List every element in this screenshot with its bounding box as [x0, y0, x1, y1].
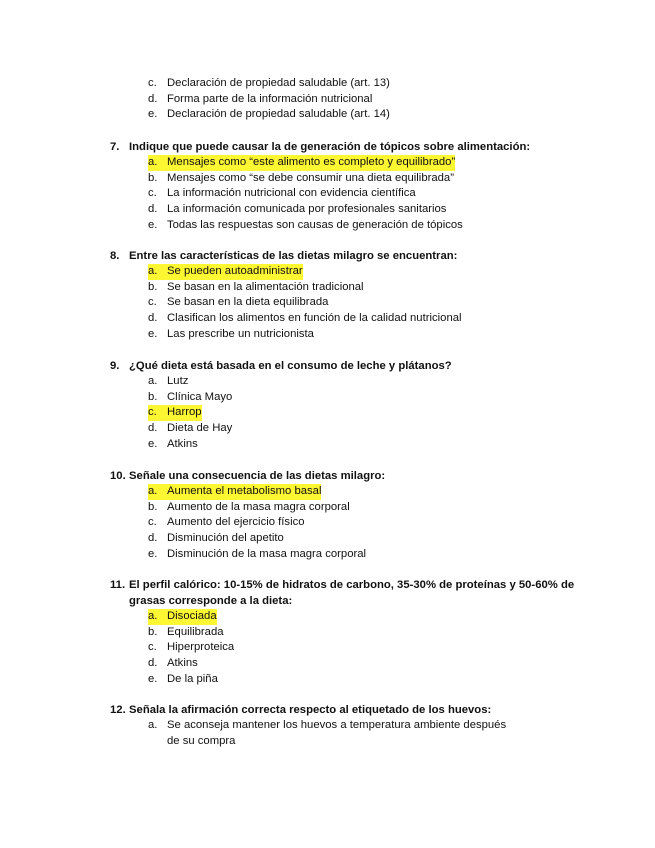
answer-options — [110, 264, 580, 343]
question-heading — [110, 577, 580, 609]
option-letter: d. — [148, 657, 158, 670]
option-letter: e. — [148, 327, 158, 340]
option-letter: e. — [148, 218, 158, 231]
answer-options — [110, 374, 580, 453]
question-8 — [110, 248, 580, 343]
question-text: Entre las características de las dietas milagro se encuentran: — [129, 250, 458, 262]
answer-option-correct[interactable] — [148, 609, 580, 625]
option-letter: e. — [148, 672, 158, 685]
option-text: La información comunicada por profesionales sanitarios — [167, 203, 447, 216]
question-11 — [110, 577, 580, 688]
question-heading — [110, 702, 580, 718]
option-text: Disminución de la masa magra corporal — [167, 547, 367, 560]
answer-options — [110, 609, 580, 688]
question-9 — [110, 358, 580, 453]
question-10 — [110, 468, 580, 563]
question-number: 9. — [110, 360, 120, 372]
option-letter: d. — [148, 532, 158, 545]
answer-option[interactable] — [148, 374, 580, 390]
option-letter: c. — [148, 406, 157, 419]
answer-option[interactable] — [148, 295, 580, 311]
option-text: Mensajes como “este alimento es completo y equilibrado” — [167, 156, 456, 168]
question-12 — [110, 702, 580, 749]
answer-options — [110, 718, 580, 749]
answer-option[interactable] — [148, 327, 580, 343]
option-text: Aumento de la masa magra corporal — [167, 500, 350, 513]
answer-option-correct[interactable] — [148, 484, 580, 500]
option-letter: a. — [148, 265, 158, 277]
answer-option[interactable] — [148, 76, 580, 92]
option-letter: a. — [148, 719, 158, 731]
option-letter: e. — [148, 547, 158, 560]
answer-option[interactable] — [148, 311, 580, 327]
question-number: 11. — [110, 579, 126, 591]
answer-option-correct[interactable] — [148, 264, 580, 280]
answer-option[interactable] — [148, 92, 580, 108]
option-letter: b. — [148, 280, 158, 293]
answer-option[interactable] — [148, 515, 580, 531]
option-text: Lutz — [167, 375, 189, 387]
option-text: Forma parte de la información nutricional — [167, 92, 373, 105]
option-text: Todas las respuestas son causas de generación de tópicos — [167, 218, 463, 231]
option-text: Equilibrada — [167, 625, 224, 638]
option-text: Se basan en la dieta equilibrada — [167, 296, 329, 309]
option-text: Atkins — [167, 437, 198, 450]
answer-option[interactable] — [148, 202, 580, 218]
option-text: Aumenta el metabolismo basal — [167, 485, 322, 497]
answer-option[interactable] — [148, 107, 580, 123]
answer-option[interactable] — [148, 547, 580, 563]
question-number: 7. — [110, 141, 120, 153]
question-number: 10. — [110, 470, 126, 482]
question-7 — [110, 139, 580, 234]
option-letter: a. — [148, 485, 158, 497]
question-text: Señale una consecuencia de las dietas milagro: — [129, 470, 386, 482]
answer-option[interactable] — [148, 421, 580, 437]
option-text: Clasifican los alimentos en función de la calidad nutricional — [167, 312, 462, 325]
option-text: Dieta de Hay — [167, 422, 233, 435]
option-text: De la piña — [167, 672, 218, 685]
option-text: Disminución del apetito — [167, 532, 284, 545]
option-text: Se aconseja mantener los huevos a temperatura ambiente después de su compra — [167, 719, 507, 747]
answer-options — [110, 155, 580, 234]
answer-option[interactable] — [148, 390, 580, 406]
option-text: Harrop — [167, 406, 202, 419]
answer-option[interactable] — [148, 171, 580, 187]
option-letter: c. — [148, 77, 157, 89]
option-letter: d. — [148, 203, 158, 216]
question-text: ¿Qué dieta está basada en el consumo de leche y plátanos? — [129, 360, 452, 372]
question-heading — [110, 468, 580, 484]
option-letter: d. — [148, 422, 158, 435]
option-text: Atkins — [167, 657, 198, 670]
option-letter: b. — [148, 171, 158, 184]
option-text: Se pueden autoadministrar — [167, 265, 303, 277]
option-letter: d. — [148, 312, 158, 325]
question-heading — [110, 248, 580, 264]
option-text: Declaración de propiedad saludable (art. 13) — [167, 77, 390, 89]
option-letter: c. — [148, 516, 157, 529]
answer-option[interactable] — [148, 218, 580, 234]
option-letter: b. — [148, 625, 158, 638]
answer-option[interactable] — [148, 640, 580, 656]
option-letter: a. — [148, 610, 158, 622]
answer-option-correct[interactable] — [148, 155, 580, 171]
question-heading — [110, 358, 580, 374]
answer-option[interactable] — [148, 672, 580, 688]
answer-option[interactable] — [148, 656, 580, 672]
answer-option[interactable] — [148, 718, 580, 749]
option-text: Declaración de propiedad saludable (art. 14) — [167, 108, 390, 121]
option-text: Mensajes como “se debe consumir una dieta equilibrada” — [167, 171, 454, 184]
answer-option[interactable] — [148, 186, 580, 202]
answer-option-correct[interactable] — [148, 405, 580, 421]
question-number: 8. — [110, 250, 120, 262]
answer-option[interactable] — [148, 280, 580, 296]
question-number: 12. — [110, 704, 126, 716]
option-text: Aumento del ejercicio físico — [167, 516, 305, 529]
question-heading — [110, 139, 580, 155]
option-letter: c. — [148, 296, 157, 309]
option-letter: e. — [148, 437, 158, 450]
option-text: Hiperproteica — [167, 641, 235, 654]
option-text: Las prescribe un nutricionista — [167, 327, 314, 340]
option-text: La información nutricional con evidencia científica — [167, 187, 416, 200]
option-letter: b. — [148, 390, 158, 403]
option-letter: c. — [148, 187, 157, 200]
option-letter: e. — [148, 108, 158, 121]
answer-option[interactable] — [148, 437, 580, 453]
option-text: Disociada — [167, 610, 217, 622]
option-text: Se basan en la alimentación tradicional — [167, 280, 364, 293]
question-text: El perfil calórico: 10-15% de hidratos de carbono, 35-30% de proteínas y 50-60% de grasas corresponde a la dieta: — [129, 579, 575, 607]
option-letter: a. — [148, 156, 158, 168]
option-letter: a. — [148, 375, 158, 387]
option-letter: b. — [148, 500, 158, 513]
option-text: Clínica Mayo — [167, 390, 233, 403]
question-text: Indique que puede causar la de generación de tópicos sobre alimentación: — [129, 141, 531, 153]
answer-option[interactable] — [148, 500, 580, 516]
answer-option[interactable] — [148, 625, 580, 641]
answer-options — [110, 484, 580, 563]
continued-options — [110, 76, 580, 123]
answer-option[interactable] — [148, 531, 580, 547]
option-letter: d. — [148, 92, 158, 105]
question-text: Señala la afirmación correcta respecto al etiquetado de los huevos: — [129, 704, 492, 716]
option-letter: c. — [148, 641, 157, 654]
